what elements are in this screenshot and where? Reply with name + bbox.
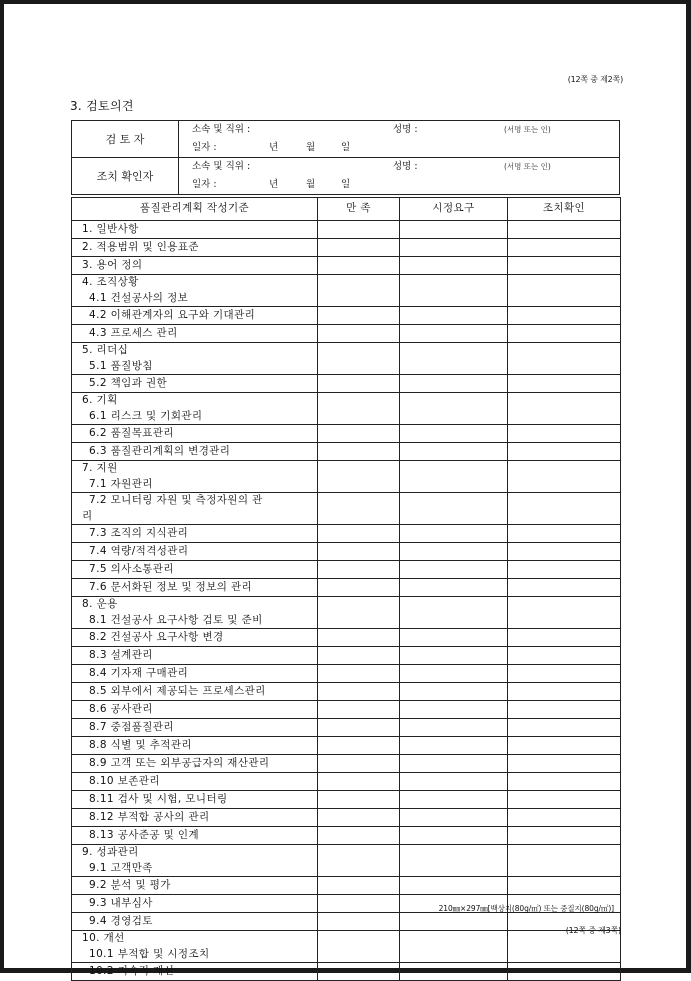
criteria-text: 9.4 경영검토 [89, 914, 153, 927]
satisfied-cell[interactable] [318, 845, 400, 877]
confirmation-cell[interactable] [508, 827, 621, 845]
criteria-cell [72, 221, 318, 239]
table-row [72, 647, 621, 665]
table-row [72, 719, 621, 737]
satisfied-cell[interactable] [318, 719, 400, 737]
criteria-text: 9. 성과관리 [82, 846, 139, 858]
satisfied-cell[interactable] [318, 543, 400, 561]
satisfied-cell[interactable] [318, 629, 400, 647]
criteria-cell [72, 791, 318, 809]
confirmation-cell[interactable] [508, 701, 621, 719]
satisfied-cell[interactable] [318, 931, 400, 963]
correction-cell[interactable] [400, 629, 508, 647]
criteria-cell [72, 827, 318, 845]
confirmer-date-label: 일자 : [192, 179, 217, 190]
satisfied-cell[interactable] [318, 239, 400, 257]
criteria-cell [72, 275, 318, 307]
table-row [72, 665, 621, 683]
confirmation-cell[interactable] [508, 461, 621, 493]
satisfied-cell[interactable] [318, 275, 400, 307]
criteria-text: 4.3 프로세스 관리 [89, 326, 178, 339]
satisfied-cell[interactable] [318, 701, 400, 719]
criteria-text: 리 [82, 509, 93, 522]
reviewer-name-label: 성명 : [393, 124, 418, 135]
table-row [72, 343, 621, 375]
table-row [72, 773, 621, 791]
criteria-cell [72, 325, 318, 343]
table-row [72, 877, 621, 895]
table-row [72, 579, 621, 597]
criteria-text: 8.9 고객 또는 외부공급자의 재산관리 [89, 756, 270, 769]
table-row [72, 737, 621, 755]
criteria-cell [72, 931, 318, 963]
criteria-cell [72, 877, 318, 895]
criteria-cell [72, 425, 318, 443]
satisfied-cell[interactable] [318, 597, 400, 629]
criteria-cell [72, 719, 318, 737]
section-title: 3. 검토의견 [70, 99, 134, 113]
table-row [72, 809, 621, 827]
criteria-cell [72, 809, 318, 827]
confirmation-cell[interactable] [508, 665, 621, 683]
confirmer-year: 년 [269, 179, 279, 190]
criteria-cell [72, 647, 318, 665]
criteria-cell [72, 963, 318, 981]
reviewer-day: 일 [341, 142, 351, 153]
table-row [72, 543, 621, 561]
confirmation-cell[interactable] [508, 737, 621, 755]
correction-cell[interactable] [400, 221, 508, 239]
correction-cell[interactable] [400, 737, 508, 755]
reviewer-year: 년 [269, 142, 279, 153]
criteria-cell [72, 737, 318, 755]
criteria-text: 10. 개선 [82, 932, 125, 944]
satisfied-cell[interactable] [318, 737, 400, 755]
criteria-cell [72, 845, 318, 877]
satisfied-cell[interactable] [318, 561, 400, 579]
correction-cell[interactable] [400, 597, 508, 629]
satisfied-cell[interactable] [318, 683, 400, 701]
criteria-cell [72, 579, 318, 597]
criteria-cell [72, 683, 318, 701]
table-row [72, 375, 621, 393]
criteria-cell [72, 375, 318, 393]
correction-cell[interactable] [400, 543, 508, 561]
confirmation-cell[interactable] [508, 791, 621, 809]
criteria-text: 8.12 부적합 공사의 관리 [89, 810, 210, 823]
table-row [72, 307, 621, 325]
satisfied-cell[interactable] [318, 393, 400, 425]
confirmation-cell[interactable] [508, 525, 621, 543]
table-row [72, 561, 621, 579]
satisfied-cell[interactable] [318, 461, 400, 493]
page-number-bottom: (12쪽 중 제3쪽) [565, 926, 621, 935]
criteria-text: 7.5 의사소통관리 [89, 562, 174, 575]
confirmer-info-cell [179, 158, 620, 195]
criteria-text: 9.3 내부심사 [89, 896, 153, 909]
satisfied-cell[interactable] [318, 257, 400, 275]
confirmation-cell[interactable] [508, 809, 621, 827]
satisfied-cell[interactable] [318, 647, 400, 665]
correction-cell[interactable] [400, 561, 508, 579]
criteria-text: 8.11 검사 및 시험, 모니터링 [89, 792, 228, 805]
correction-cell[interactable] [400, 791, 508, 809]
confirmation-cell[interactable] [508, 597, 621, 629]
confirmer-affiliation-label: 소속 및 직위 : [192, 161, 251, 172]
table-row [72, 597, 621, 629]
confirmation-cell[interactable] [508, 877, 621, 895]
page-number-top: (12쪽 중 제2쪽) [567, 75, 623, 84]
criteria-text: 3. 용어 정의 [82, 258, 143, 271]
criteria-text: 5. 리더십 [82, 344, 129, 356]
criteria-cell [72, 493, 318, 525]
confirmation-cell[interactable] [508, 307, 621, 325]
correction-cell[interactable] [400, 343, 508, 375]
satisfied-cell[interactable] [318, 325, 400, 343]
header-correction: 시정요구 [400, 198, 508, 221]
criteria-cell [72, 443, 318, 461]
satisfied-cell[interactable] [318, 877, 400, 895]
criteria-text: 9.2 분석 및 평가 [89, 878, 171, 891]
confirmer-day: 일 [341, 179, 351, 190]
table-row [72, 221, 621, 239]
criteria-text: 8.5 외부에서 제공되는 프로세스관리 [89, 684, 266, 697]
satisfied-cell[interactable] [318, 791, 400, 809]
satisfied-cell[interactable] [318, 809, 400, 827]
criteria-text: 7.6 문서화된 정보 및 정보의 관리 [89, 580, 253, 593]
confirmation-cell[interactable] [508, 257, 621, 275]
table-row [72, 325, 621, 343]
criteria-text: 5.2 책임과 권한 [89, 376, 168, 389]
correction-cell[interactable] [400, 913, 508, 931]
satisfied-cell[interactable] [318, 963, 400, 981]
criteria-text: 7. 지원 [82, 462, 118, 474]
criteria-text: 8.10 보존관리 [89, 774, 160, 787]
criteria-text: 7.3 조직의 지식관리 [89, 526, 189, 539]
correction-cell[interactable] [400, 931, 508, 963]
reviewer-affiliation-label: 소속 및 직위 : [192, 124, 251, 135]
criteria-text: 6.3 품질관리계획의 변경관리 [89, 444, 231, 457]
criteria-text: 2. 적용범위 및 인용표준 [82, 240, 199, 253]
correction-cell[interactable] [400, 375, 508, 393]
correction-cell[interactable] [400, 877, 508, 895]
criteria-text: 8.3 설계관리 [89, 648, 153, 661]
criteria-cell [72, 665, 318, 683]
satisfied-cell[interactable] [318, 525, 400, 543]
criteria-text: 6.2 품질목표관리 [89, 426, 174, 439]
satisfied-cell[interactable] [318, 221, 400, 239]
confirmation-cell[interactable] [508, 393, 621, 425]
table-row [72, 913, 621, 931]
criteria-cell [72, 701, 318, 719]
table-row [72, 755, 621, 773]
criteria-text: 7.4 역량/적격성관리 [89, 544, 189, 557]
reviewer-table [71, 120, 620, 195]
table-row [72, 393, 621, 425]
criteria-cell [72, 307, 318, 325]
criteria-cell [72, 895, 318, 913]
confirmation-cell[interactable] [508, 425, 621, 443]
table-row [72, 827, 621, 845]
correction-cell[interactable] [400, 461, 508, 493]
criteria-cell [72, 597, 318, 629]
confirmer-label: 조치 확인자 [72, 158, 179, 195]
criteria-cell [72, 629, 318, 647]
table-row [72, 629, 621, 647]
confirmation-cell[interactable] [508, 963, 621, 981]
criteria-text: 8.7 중점품질관리 [89, 720, 174, 733]
correction-cell[interactable] [400, 239, 508, 257]
correction-cell[interactable] [400, 665, 508, 683]
criteria-text: 10.1 부적합 및 시정조치 [89, 947, 210, 960]
table-row [72, 239, 621, 257]
satisfied-cell[interactable] [318, 579, 400, 597]
criteria-text: 8.13 공사준공 및 인계 [89, 828, 199, 841]
confirmation-cell[interactable] [508, 543, 621, 561]
satisfied-cell[interactable] [318, 343, 400, 375]
confirmation-cell[interactable] [508, 561, 621, 579]
paper-size-note: 210㎜×297㎜[백상지(80g/㎡) 또는 중질지(80g/㎡)] [438, 904, 614, 913]
table-row [72, 931, 621, 963]
confirmation-cell[interactable] [508, 221, 621, 239]
criteria-text: 7.1 자원관리 [89, 477, 153, 490]
criteria-text: 8.6 공사관리 [89, 702, 153, 715]
criteria-text: 4.2 이해관계자의 요구와 기대관리 [89, 308, 256, 321]
confirmation-cell[interactable] [508, 629, 621, 647]
reviewer-month: 월 [306, 142, 316, 153]
correction-cell[interactable] [400, 701, 508, 719]
satisfied-cell[interactable] [318, 913, 400, 931]
criteria-text: 7.2 모니터링 자원 및 측정자원의 관 [89, 494, 263, 506]
criteria-cell [72, 257, 318, 275]
satisfied-cell[interactable] [318, 665, 400, 683]
confirmer-signature-hint: (서명 또는 인) [504, 162, 551, 171]
correction-cell[interactable] [400, 493, 508, 525]
criteria-cell [72, 773, 318, 791]
header-criteria: 품질관리계획 작성기준 [72, 198, 318, 221]
criteria-text: 5.1 품질방침 [89, 359, 153, 372]
satisfied-cell[interactable] [318, 443, 400, 461]
criteria-table [71, 197, 621, 981]
criteria-cell [72, 343, 318, 375]
table-row [72, 425, 621, 443]
table-row [72, 701, 621, 719]
confirmation-cell[interactable] [508, 755, 621, 773]
criteria-text: 8.2 건설공사 요구사항 변경 [89, 630, 224, 643]
table-row [72, 461, 621, 493]
correction-cell[interactable] [400, 647, 508, 665]
confirmer-month: 월 [306, 179, 316, 190]
confirmation-cell[interactable] [508, 773, 621, 791]
header-satisfied: 만 족 [318, 198, 400, 221]
correction-cell[interactable] [400, 963, 508, 981]
correction-cell[interactable] [400, 773, 508, 791]
table-row [72, 257, 621, 275]
table-row [72, 275, 621, 307]
header-confirmation: 조치확인 [508, 198, 621, 221]
confirmation-cell[interactable] [508, 375, 621, 393]
reviewer-signature-hint: (서명 또는 인) [504, 125, 551, 134]
confirmation-cell[interactable] [508, 683, 621, 701]
criteria-cell [72, 239, 318, 257]
table-row [72, 963, 621, 981]
criteria-text: 6. 기획 [82, 394, 118, 406]
correction-cell[interactable] [400, 525, 508, 543]
satisfied-cell[interactable] [318, 895, 400, 913]
confirmation-cell[interactable] [508, 719, 621, 737]
criteria-cell [72, 561, 318, 579]
confirmation-cell[interactable] [508, 239, 621, 257]
confirmation-cell[interactable] [508, 647, 621, 665]
satisfied-cell[interactable] [318, 493, 400, 525]
correction-cell[interactable] [400, 443, 508, 461]
correction-cell[interactable] [400, 257, 508, 275]
correction-cell[interactable] [400, 827, 508, 845]
criteria-text: 4.1 건설공사의 정보 [89, 291, 189, 304]
confirmation-cell[interactable] [508, 443, 621, 461]
criteria-cell [72, 913, 318, 931]
satisfied-cell[interactable] [318, 755, 400, 773]
table-row [72, 525, 621, 543]
confirmation-cell[interactable] [508, 579, 621, 597]
table-row [72, 493, 621, 525]
criteria-text: 8. 운용 [82, 598, 118, 610]
confirmation-cell[interactable] [508, 275, 621, 307]
reviewer-info-cell [179, 121, 620, 158]
table-row [72, 791, 621, 809]
confirmation-cell[interactable] [508, 845, 621, 877]
correction-cell[interactable] [400, 845, 508, 877]
confirmation-cell[interactable] [508, 343, 621, 375]
correction-cell[interactable] [400, 683, 508, 701]
criteria-cell [72, 461, 318, 493]
reviewer-label: 검 토 자 [72, 121, 179, 158]
table-row [72, 683, 621, 701]
criteria-cell [72, 393, 318, 425]
correction-cell[interactable] [400, 275, 508, 307]
table-row [72, 845, 621, 877]
satisfied-cell[interactable] [318, 425, 400, 443]
criteria-text: 10.2 지속적 개선 [89, 964, 175, 977]
criteria-cell [72, 543, 318, 561]
correction-cell[interactable] [400, 393, 508, 425]
confirmer-name-label: 성명 : [393, 161, 418, 172]
correction-cell[interactable] [400, 719, 508, 737]
satisfied-cell[interactable] [318, 307, 400, 325]
reviewer-date-label: 일자 : [192, 142, 217, 153]
confirmation-cell[interactable] [508, 325, 621, 343]
criteria-cell [72, 525, 318, 543]
confirmation-cell[interactable] [508, 493, 621, 525]
criteria-text: 8.8 식별 및 추적관리 [89, 738, 192, 751]
satisfied-cell[interactable] [318, 827, 400, 845]
criteria-text: 4. 조직상황 [82, 276, 139, 288]
satisfied-cell[interactable] [318, 773, 400, 791]
criteria-text: 9.1 고객만족 [89, 861, 153, 874]
criteria-text: 8.1 건설공사 요구사항 검토 및 준비 [89, 613, 263, 626]
correction-cell[interactable] [400, 755, 508, 773]
criteria-text: 6.1 리스크 및 기회관리 [89, 409, 203, 422]
criteria-text: 1. 일반사항 [82, 222, 139, 235]
correction-cell[interactable] [400, 425, 508, 443]
criteria-text: 8.4 기자재 구매관리 [89, 666, 189, 679]
correction-cell[interactable] [400, 325, 508, 343]
table-row [72, 443, 621, 461]
correction-cell[interactable] [400, 579, 508, 597]
satisfied-cell[interactable] [318, 375, 400, 393]
correction-cell[interactable] [400, 809, 508, 827]
correction-cell[interactable] [400, 307, 508, 325]
criteria-cell [72, 755, 318, 773]
